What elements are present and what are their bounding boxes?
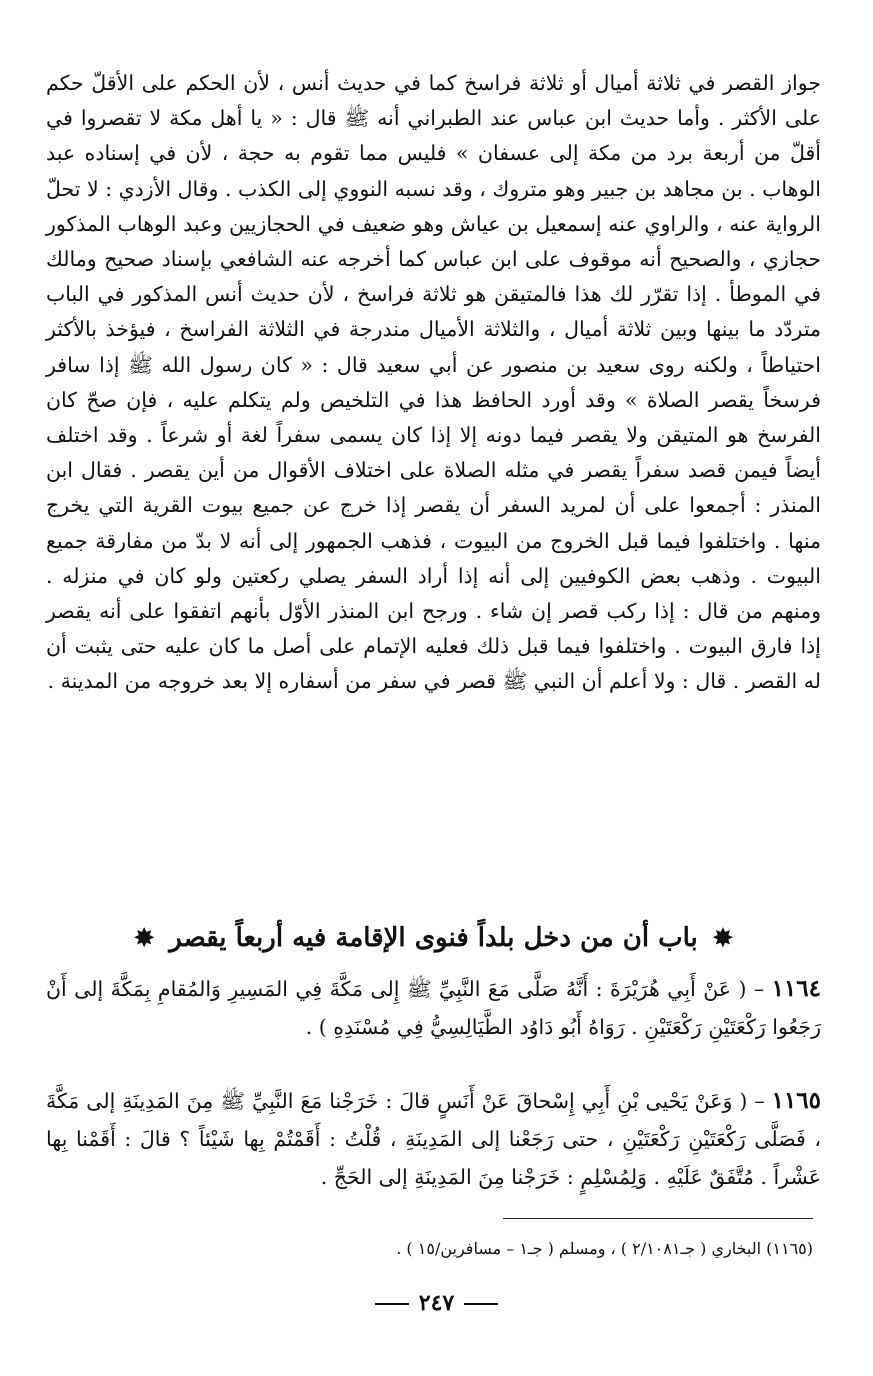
page-number-dash — [375, 1303, 409, 1305]
star-ornament-icon: ✸ — [134, 923, 155, 952]
chapter-heading-text: باب أن من دخل بلداً فنوى الإقامة فيه أربعاً يقصر — [169, 923, 698, 953]
hadith-text: – ( وَعَنْ يَحْيى بْنِ أَبِي إِسْحاقَ عَنْ أَنَسٍ قالَ : خَرَجْنا مَعَ النَّبِيِّ ﷺ مِنَ المَدِينَةِ إلى مَكَّةَ ، فَصَلَّى رَكْعَتَيْنِ رَكْعَتَيْنِ ، حتى رَجَعْنا إلى المَدِينَةِ ، قُلْتُ : أَقَمْتُمْ بِها شَيْئاً ؟ قالَ : أَقَمْنا بِها عَشْراً . مُتَّفَقٌ عَلَيْهِ . وَلِمُسْلِمٍ : خَرَجْنا مِنَ المَدِينَةِ إلى الحَجِّ . — [46, 1089, 821, 1189]
footnote-divider — [503, 1218, 813, 1219]
hadith-1165 — [46, 1082, 821, 1196]
star-ornament-icon: ✸ — [712, 923, 733, 952]
hadith-text: – ( عَنْ أَبِي هُرَيْرَةَ : أَنَّهُ صَلَّى مَعَ النَّبِيِّ ﷺ إِلى مَكَّةَ فِي المَسِيرِ وَالمُقامِ بِمَكَّةَ إلى أَنْ رَجَعُوا رَكْعَتَيْنِ رَكْعَتَيْنِ . رَوَاهُ أَبُو دَاوُد الطَّيَالِسِيُّ فِي مُسْنَدِهِ ) . — [46, 977, 821, 1039]
footnote: (١١٦٥) البخاري ( جـ٢/١٠٨١ ) ، ومسلم ( جـ١ – مسافرين/١٥ ) . — [396, 1239, 813, 1258]
hadith-number: ١١٦٤ — [771, 975, 821, 1002]
page-number-value: ٢٤٧ — [418, 1290, 455, 1316]
hadith-1164 — [46, 970, 821, 1046]
commentary-paragraph: جواز القصر في ثلاثة أميال أو ثلاثة فراسخ كما في حديث أنس ، لأن الحكم على الأقلّ حكم على الأكثر . وأما حديث ابن عباس عند الطبراني أنه ﷺ قال : « يا أهل مكة لا تقصروا في أقلّ من أربعة برد من مكة إلى عسفان » فليس مما تقوم به حجة ، لأن في إسناده عبد الوهاب . بن مجاهد بن جبير وهو متروك ، وقد نسبه النووي إلى الكذب . وقال الأزدي : لا تحلّ الرواية عنه ، والراوي عنه إسمعيل بن عياش وهو ضعيف في الحجازيين وعبد الوهاب المذكور حجازي ، والصحيح أنه موقوف على ابن عباس كما أخرجه عنه الشافعي بإسناد صحيح ومالك في الموطأ . إذا تقرّر لك هذا فالمتيقن هو ثلاثة فراسخ ، لأن حديث أنس المذكور في الباب متردّد ما بينها وبين ثلاثة أميال ، والثلاثة الأميال مندرجة في الثلاثة الفراسخ ، فيؤخذ بالأكثر احتياطاً ، ولكنه روى سعيد بن منصور عن أبي سعيد قال : « كان رسول الله ﷺ إذا سافر فرسخاً يقصر الصلاة » وقد أورد الحافظ هذا في التلخيص ولم يتكلم عليه ، فإن صحّ كان الفرسخ هو المتيقن ولا يقصر فيما دونه إلا إذا كان يسمى سفراً لغة أو شرعاً . وقد اختلف أيضاً فيمن قصد سفراً يقصر في مثله الصلاة على اختلاف الأقوال من أين يقصر . فقال ابن المنذر : أجمعوا على أن لمريد السفر أن يقصر إذا خرج عن جميع بيوت القرية التي يخرج منها . واختلفوا فيما قبل الخروج من البيوت ، فذهب الجمهور إلى أنه لا بدّ من مفارقة جميع البيوت . وذهب بعض الكوفيين إلى أنه إذا أراد السفر يصلي ركعتين ولو كان في منزله . ومنهم من قال : إذا ركب قصر إن شاء . ورجح ابن المنذر الأوّل بأنهم اتفقوا على أنه يقصر إذا فارق البيوت . واختلفوا فيما قبل ذلك فعليه الإتمام على أصل ما كان عليه حتى يثبت أن له القصر . قال : ولا أعلم أن النبي ﷺ قصر في سفر من أسفاره إلا بعد خروجه من المدينة . — [46, 71, 821, 694]
commentary-text — [46, 66, 821, 700]
hadith-number: ١١٦٥ — [771, 1087, 821, 1114]
chapter-heading — [46, 916, 821, 960]
page-number-dash — [464, 1303, 498, 1305]
page-number — [0, 1290, 873, 1316]
